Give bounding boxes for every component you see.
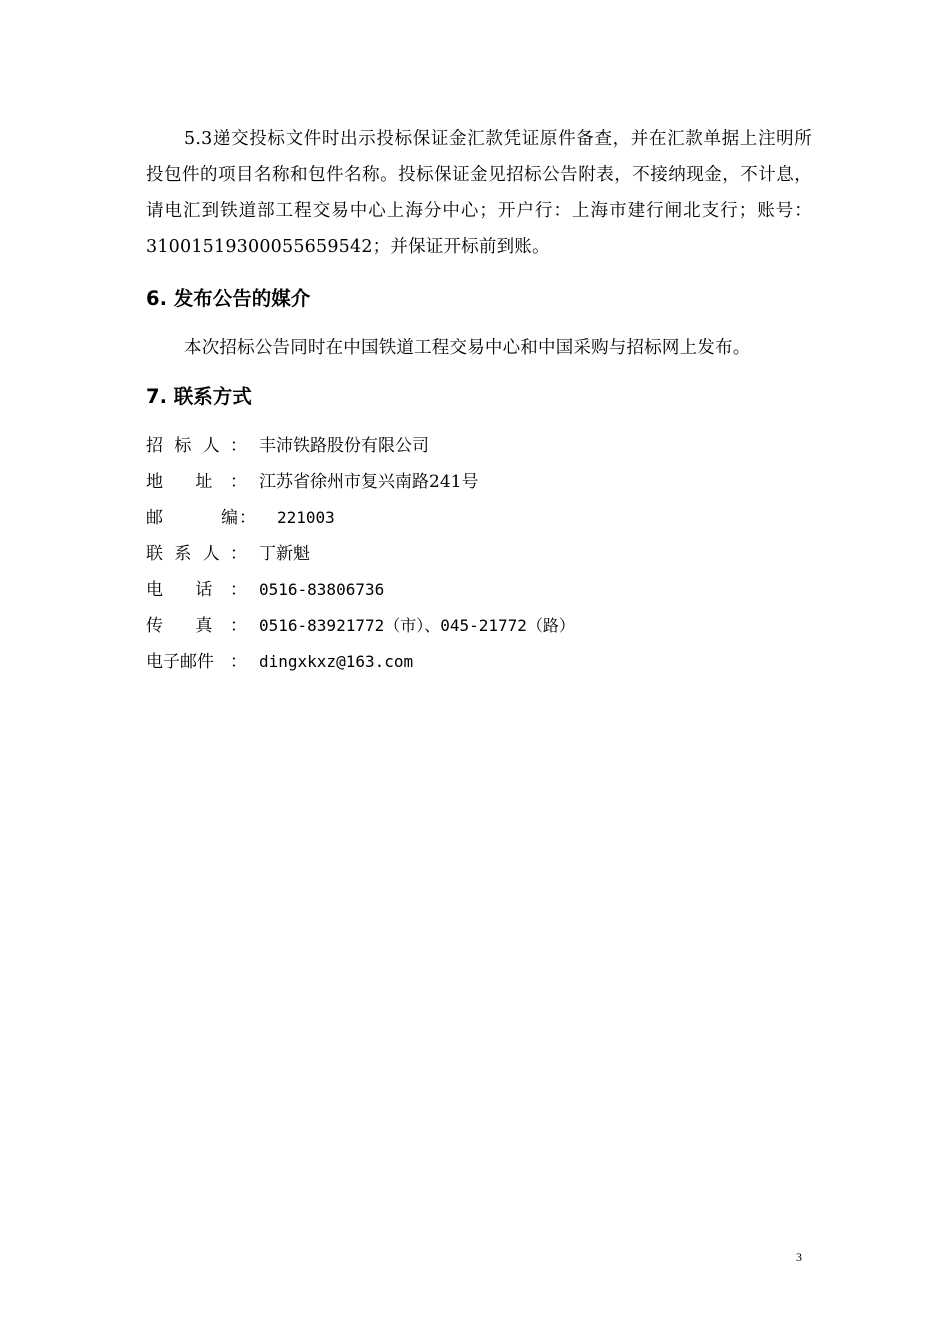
contact-colon: ：	[230, 436, 247, 456]
contact-label: 传 真	[146, 616, 213, 636]
section-5-3-paragraph	[146, 121, 812, 265]
section-7-heading: 7. 联系方式	[146, 385, 252, 408]
section-6-heading: 6. 发布公告的媒介	[146, 287, 311, 310]
contact-value-address: 江苏省徐州市复兴南路241号	[259, 472, 479, 492]
contact-label: 地 址	[146, 472, 213, 492]
contact-row-phone	[146, 572, 812, 608]
contact-colon: ：	[239, 508, 256, 528]
contact-value-tenderer: 丰沛铁路股份有限公司	[259, 436, 429, 456]
page-number: 3	[796, 1250, 802, 1264]
contact-value-fax: 0516-83921772（市）、045-21772（路）	[259, 616, 575, 635]
contact-label: 联 系 人	[146, 544, 220, 564]
contact-list	[146, 428, 812, 680]
contact-row-address	[146, 464, 812, 500]
contact-colon: ：	[230, 580, 247, 600]
contact-label: 电子邮件	[146, 652, 214, 672]
contact-value-email: dingxkxz@163.com	[259, 652, 414, 671]
contact-row-tenderer	[146, 428, 812, 464]
contact-row-email	[146, 644, 812, 680]
deposit-instructions-text: 5.3递交投标文件时出示投标保证金汇款凭证原件备查，并在汇款单据上注明所投包件的项目名称和包件名称。投标保证金见招标公告附表，不接纳现金，不计息，请电汇到铁道部工程交易中心上海分中心；开户行：上海市建行闸北支行；账号：31001519300055659542；并保证开标前到账。	[146, 129, 812, 257]
contact-value-person: 丁新魁	[259, 544, 310, 564]
contact-colon: ：	[230, 652, 247, 672]
contact-label: 邮	[146, 508, 163, 528]
contact-row-postcode	[146, 500, 812, 536]
publication-media-text: 本次招标公告同时在中国铁道工程交易中心和中国采购与招标网上发布。	[184, 338, 751, 358]
contact-label-2: 编	[221, 508, 238, 528]
section-6-paragraph	[146, 330, 812, 366]
contact-row-fax	[146, 608, 812, 644]
contact-label: 招 标 人	[146, 436, 220, 456]
contact-colon: ：	[230, 472, 247, 492]
contact-colon: ：	[230, 616, 247, 636]
contact-value-postcode: 221003	[277, 508, 335, 527]
contact-label: 电 话	[146, 580, 213, 600]
contact-row-person	[146, 536, 812, 572]
contact-value-phone: 0516-83806736	[259, 580, 385, 599]
contact-colon: ：	[230, 544, 247, 564]
